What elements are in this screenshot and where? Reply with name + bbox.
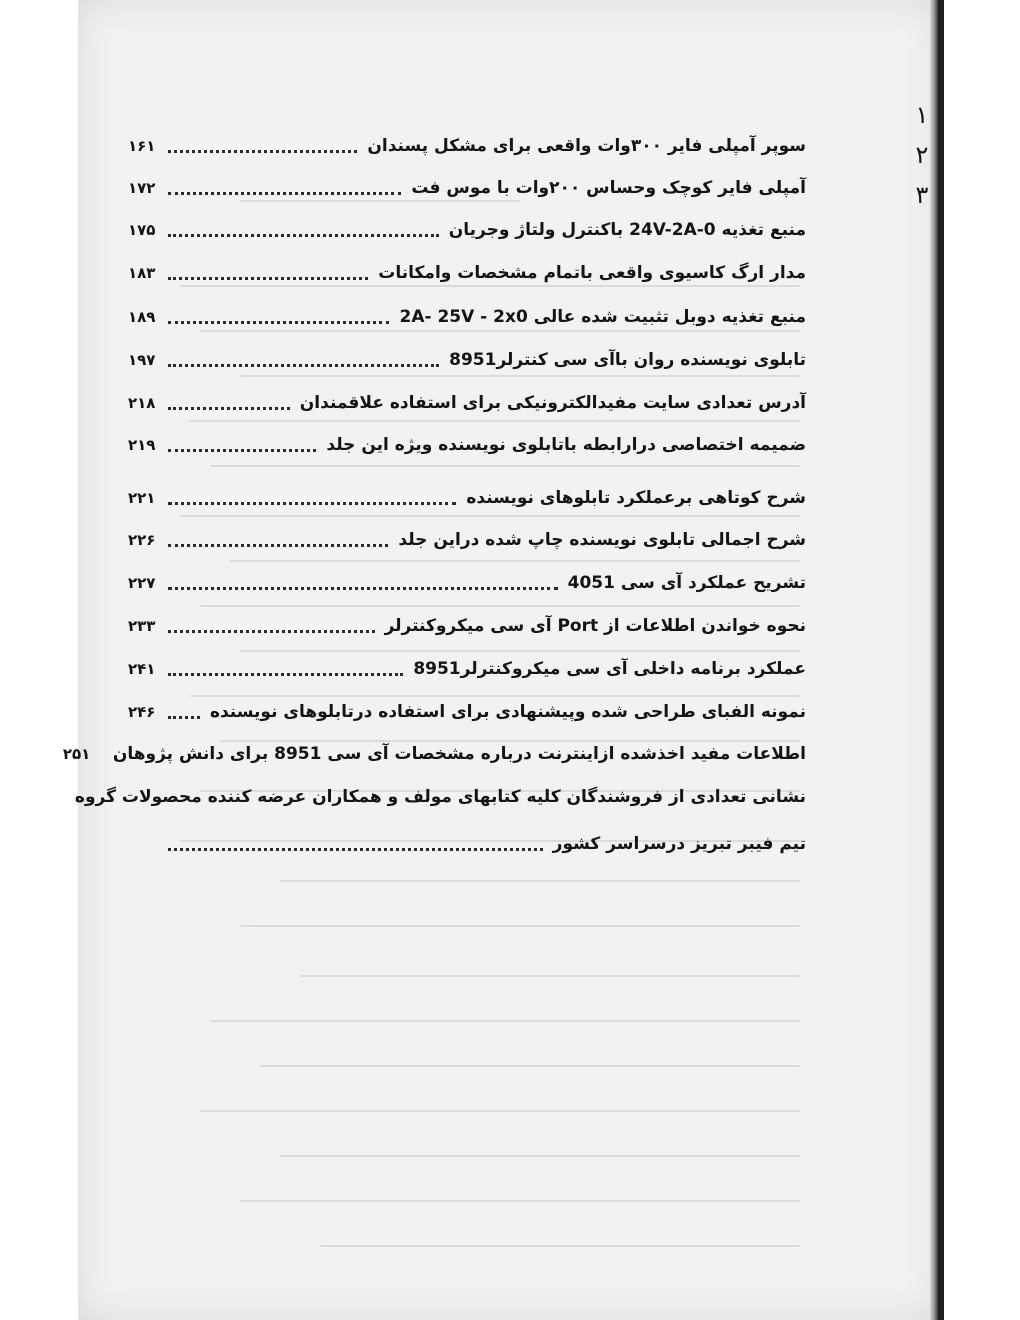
toc-entry-page: ۲۲۷	[128, 574, 156, 592]
toc-entry-title: نشانی تعدادی از فروشندگان کلیه کتابهای مولف و همکاران عرضه کننده محصولات گروه	[74, 787, 806, 807]
toc-entry-page: ۲۵۱	[62, 745, 91, 763]
toc-entry-title: اطلاعات مفید اخذشده ازاینترنت درباره مشخصات آی سی 8951 برای دانش پژوهان	[112, 744, 806, 764]
dot-leader	[168, 407, 290, 410]
dot-leader	[168, 587, 558, 590]
toc-entry-page: ۱۹۷	[128, 351, 156, 369]
toc-entry-title: شرح کوتاهی برعملکرد تابلوهای نویسنده	[466, 488, 806, 508]
toc-entry	[128, 563, 806, 603]
toc-entry-page: ۲۲۱	[128, 489, 156, 507]
toc-entry-title: شرح اجمالی تابلوی نویسنده چاپ شده دراین جلد	[398, 530, 806, 550]
toc-entry	[128, 824, 806, 864]
toc-entry	[128, 340, 806, 380]
toc-entry	[74, 777, 806, 817]
dot-leader	[168, 192, 401, 195]
toc-entry	[128, 297, 806, 337]
toc-entry-page: ۲۲۶	[128, 531, 156, 549]
toc-entry-page: ۲۱۸	[128, 394, 156, 412]
dot-leader	[168, 150, 357, 153]
toc-entry-title: منبع تغذیه دوبل تثبیت شده عالی 2A- 25V - 2x0	[399, 307, 806, 327]
dot-leader	[168, 848, 543, 851]
toc-entry	[128, 425, 806, 465]
toc-entry-title: تابلوی نویسنده روان باآی سی کنترلر8951	[449, 350, 806, 370]
toc-entry-title: منبع تغذیه 0-24V-2A باکنترل ولتاژ وجریان	[448, 220, 806, 240]
margin-mark: ٣	[915, 181, 929, 209]
margin-mark: ٢	[915, 141, 929, 169]
toc-entry-page: ۱۸۳	[128, 264, 156, 282]
toc-entry	[128, 649, 806, 689]
toc-entry-title: تشریح عملکرد آی سی 4051	[567, 573, 806, 593]
toc-entry-page: ۲۴۱	[128, 660, 156, 678]
toc-entry-page: ۱۷۵	[128, 221, 156, 239]
dot-leader	[168, 544, 388, 547]
toc-entry-title: نمونه الفبای طراحی شده وپیشنهادی برای استفاده درتابلوهای نویسنده	[209, 702, 806, 722]
toc-entry-title: مدار ارگ کاسیوی واقعی باتمام مشخصات وامکانات	[378, 263, 806, 283]
page-binding-edge	[938, 0, 944, 1320]
toc-entry	[128, 692, 806, 732]
dot-leader	[168, 364, 439, 367]
toc-entry	[128, 126, 806, 166]
dot-leader	[168, 277, 368, 280]
toc-entry-title: آدرس تعدادی سایت مفیدالکترونیکی برای استفاده علاقمندان	[299, 393, 806, 413]
toc-entry	[128, 210, 806, 250]
toc-entry	[128, 606, 806, 646]
toc-entry	[128, 520, 806, 560]
toc-entry-title: عملکرد برنامه داخلی آی سی میکروکنترلر8951	[413, 659, 806, 679]
dot-leader	[168, 449, 316, 452]
toc-entry-page: ۲۳۳	[128, 617, 156, 635]
toc-entry	[128, 253, 806, 293]
toc-entry-page: ۲۴۶	[128, 703, 156, 721]
toc-entry-title: آمپلی فایر کوچک وحساس ۲۰۰وات با موس فت	[411, 178, 806, 198]
dot-leader	[168, 502, 456, 505]
margin-marks	[912, 95, 932, 235]
dot-leader	[168, 673, 403, 676]
toc-entry-title: تیم فیبر تبریز درسراسر کشور	[552, 834, 806, 854]
dot-leader	[168, 630, 375, 633]
toc-entry	[128, 168, 806, 208]
dot-leader	[168, 321, 389, 324]
toc-entry-page: ۱۷۲	[128, 179, 156, 197]
toc-entry	[62, 734, 806, 774]
toc-entry	[128, 478, 806, 518]
toc-entry-page: ۲۱۹	[128, 436, 156, 454]
margin-mark: ١	[915, 101, 929, 129]
toc-entry-title: سوپر آمپلی فایر ۳۰۰وات واقعی برای مشکل پسندان	[367, 136, 806, 156]
toc-entry-title: ضمیمه اختصاصی درارابطه باتابلوی نویسنده ویژه این جلد	[326, 435, 806, 455]
toc-entry	[128, 383, 806, 423]
toc-entry-page: ۱۶۱	[128, 137, 156, 155]
dot-leader	[168, 716, 200, 719]
toc-entry-page: ۱۸۹	[128, 308, 156, 326]
toc-entry-title: نحوه خواندن اطلاعات از Port آی سی میکروکنترلر	[384, 616, 806, 636]
dot-leader	[168, 234, 439, 237]
